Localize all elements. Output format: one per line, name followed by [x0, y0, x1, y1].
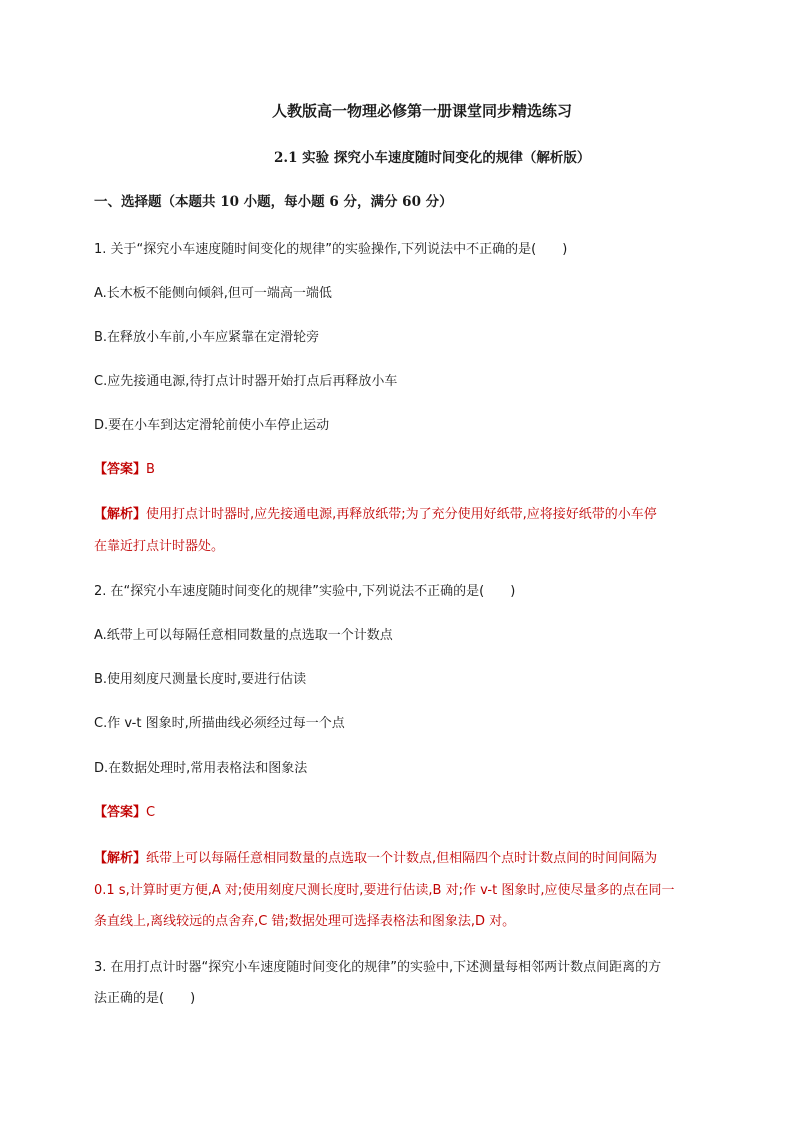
- question-2-answer: [94, 801, 155, 820]
- document-subtitle: 2.1 实验 探究小车速度随时间变化的规律（解析版）: [274, 150, 591, 166]
- question-1-stem: 1. 关于“探究小车速度随时间变化的规律”的实验操作,下列说法中不正确的是( ): [94, 242, 568, 257]
- answer-value: B: [146, 462, 155, 477]
- question-1-option-c: C.应先接通电源,待打点计时器开始打点后再释放小车: [94, 374, 398, 389]
- section-heading: 一、选择题（本题共 10 小题，每小题 6 分，满分 60 分）: [94, 194, 453, 210]
- explanation-text: 纸带上可以每隔任意相同数量的点选取一个计数点,但相隔四个点时计数点间的时间间隔为: [146, 851, 658, 866]
- answer-label: 【答案】: [94, 462, 147, 477]
- question-3-stem-line-1: 3. 在用打点计时器“探究小车速度随时间变化的规律”的实验中,下述测量每相邻两计数点间距离的方: [94, 960, 662, 975]
- question-2-explanation-line-3: 条直线上,离线较远的点舍弃,C 错;数据处理可选择表格法和图象法,D 对。: [94, 914, 516, 929]
- question-2-explanation-line-1: [94, 847, 657, 866]
- explanation-text: 使用打点计时器时,应先接通电源,再释放纸带;为了充分使用好纸带,应将接好纸带的小车停: [146, 507, 657, 522]
- answer-value: C: [146, 805, 156, 820]
- explanation-label: 【解析】: [94, 851, 147, 866]
- question-2-option-d: D.在数据处理时,常用表格法和图象法: [94, 761, 308, 776]
- question-1-option-a: A.长木板不能侧向倾斜,但可一端高一端低: [94, 286, 332, 301]
- question-1-option-b: B.在释放小车前,小车应紧靠在定滑轮旁: [94, 330, 320, 345]
- question-1-explanation-line-1: [94, 503, 657, 522]
- document-title-text: 人教版高一物理必修第一册课堂同步精选练习: [272, 102, 573, 120]
- answer-label: 【答案】: [94, 805, 147, 820]
- question-2-stem: 2. 在“探究小车速度随时间变化的规律”实验中,下列说法不正确的是( ): [94, 584, 516, 599]
- question-1-option-d: D.要在小车到达定滑轮前使小车停止运动: [94, 418, 330, 433]
- question-3-stem-line-2: 法正确的是( ): [94, 991, 196, 1006]
- question-2-option-a: A.纸带上可以每隔任意相同数量的点选取一个计数点: [94, 628, 393, 643]
- explanation-label: 【解析】: [94, 507, 147, 522]
- question-2-option-c: C.作 v-t 图象时,所描曲线必须经过每一个点: [94, 716, 345, 731]
- question-2-explanation-line-2: 0.1 s,计算时更方便,A 对;使用刻度尺测长度时,要进行估读,B 对;作 v-t 图象时,应使尽量多的点在同一: [94, 883, 675, 898]
- question-1-explanation-line-2: 在靠近打点计时器处。: [94, 539, 225, 554]
- question-2-option-b: B.使用刻度尺测量长度时,要进行估读: [94, 672, 307, 687]
- question-1-answer: [94, 458, 155, 477]
